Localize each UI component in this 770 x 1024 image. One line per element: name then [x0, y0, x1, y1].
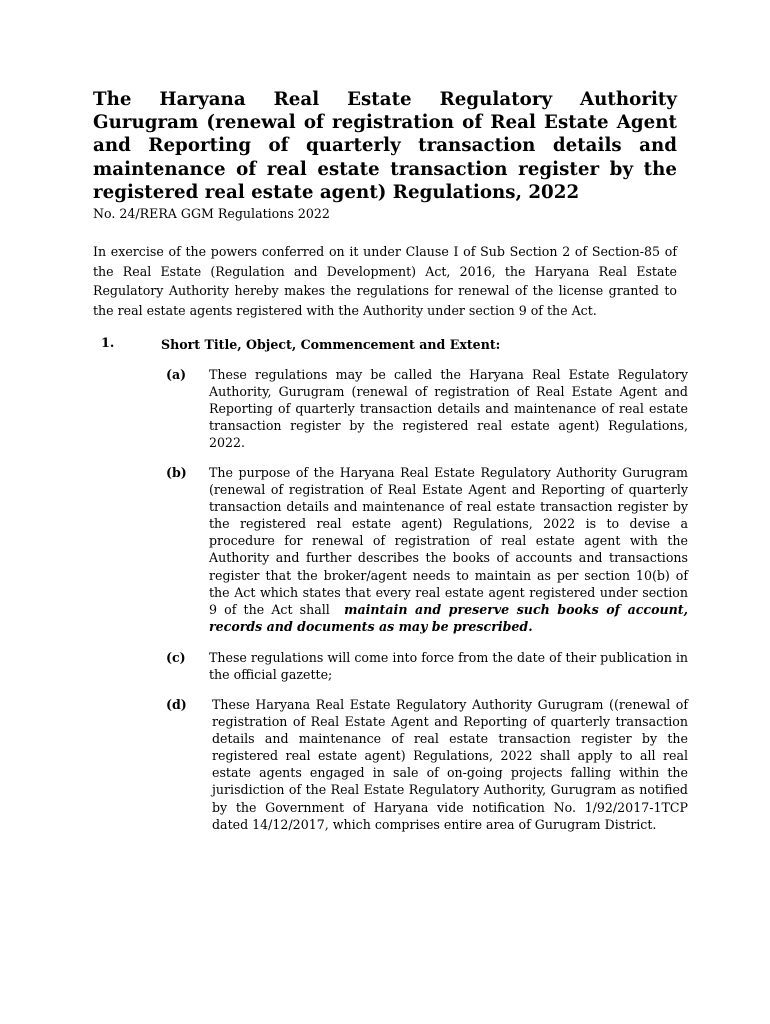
clause-text: These regulations may be called the Haryana Real Estate Regulatory Authority, Gurugram (renewal of registration of Real Estate Agent and Reporting of quarterly transaction details and maintenance of real estate transaction register by the registered real estate agent) Regulations, 2022. — [209, 367, 688, 451]
clause-text: These regulations will come into force from the date of their publication in the official gazette; — [209, 650, 688, 683]
section-number: 1. — [101, 336, 115, 351]
regulation-number: No. 24/RERA GGM Regulations 2022 — [93, 206, 330, 221]
clause-label: (b) — [166, 465, 187, 480]
clause-emphasis: maintain and preserve such books of account, records and documents as may be prescribed. — [209, 601, 688, 634]
preamble-paragraph: In exercise of the powers conferred on it under Clause I of Sub Section 2 of Section-85 of the Real Estate (Regulation and Development) Act, 2016, the Haryana Real Estate Regulatory Authority hereby makes the regulations for renewal of the license granted to the real estate agents registered with the Authority under section 9 of the Act. — [93, 244, 677, 318]
clause-label: (c) — [166, 650, 186, 665]
clause-label: (a) — [166, 367, 187, 382]
clause-text — [209, 464, 688, 635]
clause-label: (d) — [166, 697, 187, 712]
section-heading: Short Title, Object, Commencement and Extent: — [161, 337, 501, 352]
document-title: The Haryana Real Estate Regulatory Authority Gurugram (renewal of registration of Real Estate Agent and Reporting of quarterly transaction details and maintenance of real estate transaction register by the registered real estate agent) Regulations, 2022 — [93, 89, 677, 203]
clause-text: These Haryana Real Estate Regulatory Authority Gurugram ((renewal of registration of Real Estate Agent and Reporting of quarterly transaction details and maintenance of real estate transaction register by the registered real estate agent) Regulations, 2022 shall apply to all real estate agents engaged in sale of on-going projects falling within the jurisdiction of the Real Estate Regulatory Authority, Gurugram as notified by the Government of Haryana vide notification No. 1/92/2017-1TCP dated 14/12/2017, which comprises entire area of Gurugram District. — [212, 697, 688, 832]
clause-body: The purpose of the Haryana Real Estate Regulatory Authority Gurugram (renewal of registration of Real Estate Agent and Reporting of quarterly transaction details and maintenance of real estate transaction register by the registered real estate agent) Regulations, 2022 is to devise a procedure for renewal of registration of real estate agent with the Authority and further describes the books of accounts and transactions register that the broker/agent needs to maintain as per section 10(b) of the Act which states that every real estate agent registered under section 9 of the Act shall — [209, 465, 688, 617]
